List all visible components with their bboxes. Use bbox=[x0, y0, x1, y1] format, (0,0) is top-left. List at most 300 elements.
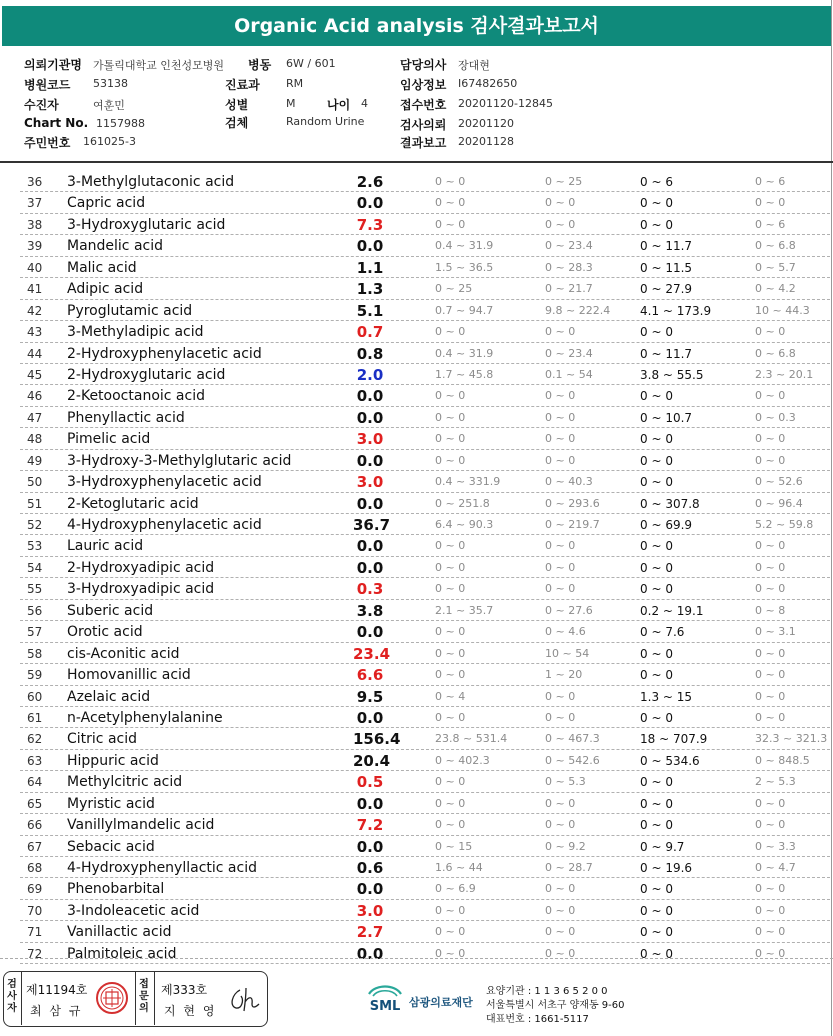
reference-range-4: 0 ~ 4.7 bbox=[755, 861, 796, 874]
reference-range-1: 0 ~ 0 bbox=[435, 453, 466, 467]
reference-range-2: 0 ~ 219.7 bbox=[545, 518, 600, 531]
reference-range-4: 0 ~ 6 bbox=[755, 217, 786, 231]
analyte-name: cis-Aconitic acid bbox=[67, 645, 180, 662]
code-label: 병원코드 bbox=[24, 78, 71, 92]
reference-range-4: 0 ~ 6.8 bbox=[755, 346, 796, 360]
result-value: 7.3 bbox=[356, 215, 384, 234]
seal-icon bbox=[95, 981, 129, 1015]
analyte-name: Phenobarbital bbox=[67, 881, 165, 898]
row-number: 63 bbox=[27, 753, 43, 768]
analyte-name: Mandelic acid bbox=[67, 238, 164, 255]
analyte-name: Myristic acid bbox=[67, 795, 155, 812]
table-row bbox=[20, 750, 830, 771]
reference-range-3: 18 ~ 707.9 bbox=[640, 732, 708, 747]
reference-range-1: 0 ~ 0 bbox=[435, 646, 466, 660]
table-row bbox=[20, 857, 830, 878]
reference-range-4: 0 ~ 0 bbox=[755, 196, 786, 210]
row-number: 43 bbox=[27, 325, 43, 340]
reference-range-4: 5.2 ~ 59.8 bbox=[755, 518, 814, 531]
reference-range-4: 0 ~ 0 bbox=[755, 818, 786, 832]
result-value: 0.8 bbox=[356, 344, 384, 363]
reference-range-1: 0 ~ 0 bbox=[435, 668, 466, 682]
reference-range-1: 0 ~ 15 bbox=[435, 839, 473, 853]
reference-range-2: 0 ~ 4.6 bbox=[545, 625, 586, 639]
reference-range-4: 0 ~ 3.3 bbox=[755, 839, 796, 853]
table-row bbox=[20, 771, 830, 792]
reference-range-4: 10 ~ 44.3 bbox=[755, 303, 810, 317]
reference-range-3: 0 ~ 0 bbox=[640, 646, 673, 661]
reference-range-3: 0 ~ 307.8 bbox=[640, 496, 700, 511]
reference-range-4: 2.3 ~ 20.1 bbox=[755, 367, 814, 381]
reference-range-4: 0 ~ 0 bbox=[755, 560, 786, 574]
analyte-name: 2-Hydroxyphenylacetic acid bbox=[67, 345, 262, 362]
reference-range-3: 0 ~ 10.7 bbox=[640, 410, 693, 425]
reference-range-3: 0 ~ 6 bbox=[640, 175, 673, 189]
row-number: 62 bbox=[27, 732, 43, 747]
row-number: 41 bbox=[27, 282, 43, 297]
table-row bbox=[20, 321, 830, 342]
reference-range-3: 3.8 ~ 55.5 bbox=[640, 367, 704, 382]
analyte-name: Suberic acid bbox=[67, 602, 154, 619]
reference-range-1: 0 ~ 0 bbox=[435, 625, 466, 639]
receipt-label: 접수번호 bbox=[400, 98, 447, 112]
analyte-name: Citric acid bbox=[67, 731, 137, 748]
reference-range-1: 6.4 ~ 90.3 bbox=[435, 518, 494, 531]
reference-range-1: 0.7 ~ 94.7 bbox=[435, 303, 494, 317]
reference-range-4: 0 ~ 0 bbox=[755, 710, 786, 724]
result-value: 0.6 bbox=[356, 859, 384, 877]
row-number: 66 bbox=[27, 818, 43, 833]
reference-range-3: 0 ~ 0 bbox=[640, 560, 673, 575]
result-value: 3.0 bbox=[356, 473, 384, 492]
logo-abbr: SML bbox=[369, 999, 401, 1014]
table-row bbox=[20, 535, 830, 556]
table-row bbox=[20, 793, 830, 814]
reference-range-4: 0 ~ 0 bbox=[755, 946, 786, 960]
reference-range-1: 0 ~ 251.8 bbox=[435, 496, 490, 510]
inspector-number: 제11194호 bbox=[26, 983, 88, 997]
ward-value: 6W / 601 bbox=[286, 57, 336, 70]
approver-name: 지 현 영 bbox=[164, 1004, 217, 1018]
reference-range-3: 0 ~ 0 bbox=[640, 946, 673, 961]
result-value: 0.0 bbox=[356, 194, 384, 213]
reference-range-4: 0 ~ 0 bbox=[755, 882, 786, 896]
table-row bbox=[20, 557, 830, 578]
clinical-label: 임상정보 bbox=[400, 78, 447, 92]
row-number: 68 bbox=[27, 861, 43, 875]
analyte-name: n-Acetylphenylalanine bbox=[67, 709, 223, 726]
analyte-name: Vanillactic acid bbox=[67, 924, 172, 941]
specimen-value: Random Urine bbox=[286, 115, 365, 128]
reference-range-3: 0 ~ 11.5 bbox=[640, 260, 693, 275]
reference-range-2: 0 ~ 0 bbox=[545, 710, 576, 724]
reference-range-4: 0 ~ 0 bbox=[755, 389, 786, 403]
chart-value: 1157988 bbox=[96, 117, 145, 130]
reference-range-1: 0 ~ 402.3 bbox=[435, 753, 490, 767]
results-table bbox=[20, 171, 830, 964]
reference-range-1: 0 ~ 0 bbox=[435, 925, 466, 939]
reference-range-1: 1.7 ~ 45.8 bbox=[435, 367, 494, 381]
reference-range-2: 0 ~ 0 bbox=[545, 818, 576, 832]
hospital-value: 가톨릭대학교 인천성모병원 bbox=[93, 59, 225, 72]
result-value: 0.5 bbox=[356, 773, 384, 792]
reference-range-1: 0 ~ 0 bbox=[435, 818, 466, 832]
table-row bbox=[20, 300, 830, 321]
reference-range-1: 2.1 ~ 35.7 bbox=[435, 603, 494, 617]
row-number: 64 bbox=[27, 775, 43, 790]
analyte-name: Adipic acid bbox=[67, 281, 144, 298]
row-number: 42 bbox=[27, 303, 43, 318]
result-value: 7.2 bbox=[356, 816, 384, 835]
result-value: 2.0 bbox=[356, 365, 384, 384]
reference-range-3: 0 ~ 0 bbox=[640, 217, 673, 232]
result-value: 0.7 bbox=[356, 323, 384, 342]
address: 서울특별시 서초구 양재동 9-60 bbox=[486, 1000, 625, 1011]
reference-range-3: 4.1 ~ 173.9 bbox=[640, 303, 712, 318]
signature-box bbox=[3, 971, 268, 1027]
reference-range-1: 23.8 ~ 531.4 bbox=[435, 732, 508, 746]
receipt-value: 20201120-12845 bbox=[458, 97, 553, 110]
row-number: 55 bbox=[27, 582, 43, 597]
row-number: 49 bbox=[27, 453, 43, 468]
reference-range-3: 0 ~ 11.7 bbox=[640, 239, 693, 254]
reference-range-1: 0 ~ 4 bbox=[435, 689, 466, 703]
analyte-name: Sebacic acid bbox=[67, 838, 155, 855]
table-row bbox=[20, 235, 830, 256]
result-value: 0.0 bbox=[356, 494, 384, 513]
reference-range-3: 0 ~ 0 bbox=[640, 796, 673, 811]
request-value: 20201120 bbox=[458, 117, 514, 130]
reference-range-2: 0 ~ 0 bbox=[545, 882, 576, 896]
row-number: 46 bbox=[27, 389, 43, 404]
result-value: 0.0 bbox=[356, 387, 384, 406]
result-value: 1.3 bbox=[356, 280, 384, 299]
row-number: 71 bbox=[27, 925, 43, 940]
chart-label: Chart No. bbox=[24, 116, 89, 130]
table-row bbox=[20, 450, 830, 471]
reference-range-4: 0 ~ 0 bbox=[755, 796, 786, 810]
reference-range-2: 1 ~ 20 bbox=[545, 668, 583, 682]
reference-range-3: 0 ~ 7.6 bbox=[640, 625, 685, 640]
analyte-name: Azelaic acid bbox=[67, 688, 151, 705]
reference-range-1: 0.4 ~ 331.9 bbox=[435, 475, 501, 489]
reference-range-1: 0 ~ 0 bbox=[435, 217, 466, 231]
analyte-name: 3-Methyladipic acid bbox=[67, 324, 204, 341]
result-value: 0.0 bbox=[356, 623, 384, 642]
report-title: Organic Acid analysis 검사결과보고서 bbox=[2, 6, 831, 46]
reference-range-3: 0 ~ 0 bbox=[640, 582, 673, 597]
reference-range-2: 0 ~ 0 bbox=[545, 560, 576, 574]
table-row bbox=[20, 493, 830, 514]
result-value: 9.5 bbox=[356, 687, 384, 706]
reference-range-1: 0 ~ 0 bbox=[435, 410, 466, 424]
reference-range-4: 0 ~ 6.8 bbox=[755, 239, 796, 253]
row-number: 52 bbox=[27, 518, 43, 532]
reference-range-4: 0 ~ 8 bbox=[755, 603, 786, 617]
row-number: 65 bbox=[27, 796, 43, 811]
result-value: 0.3 bbox=[356, 580, 384, 599]
reference-range-2: 0 ~ 542.6 bbox=[545, 753, 600, 767]
patient-value: 여훈민 bbox=[93, 99, 125, 112]
reference-range-2: 0 ~ 23.4 bbox=[545, 239, 593, 253]
patient-label: 수진자 bbox=[24, 98, 59, 112]
row-number: 44 bbox=[27, 346, 43, 361]
analyte-name: Vanillylmandelic acid bbox=[67, 817, 215, 834]
reference-range-1: 0 ~ 0 bbox=[435, 325, 466, 339]
result-value: 0.0 bbox=[356, 537, 384, 556]
table-row bbox=[20, 214, 830, 235]
table-row bbox=[20, 600, 830, 621]
reference-range-1: 0 ~ 0 bbox=[435, 389, 466, 403]
reference-range-1: 0.4 ~ 31.9 bbox=[435, 346, 494, 360]
sml-logo-icon bbox=[365, 978, 405, 1020]
reference-range-2: 10 ~ 54 bbox=[545, 646, 590, 660]
analyte-name: 3-Methylglutaconic acid bbox=[67, 174, 235, 190]
age-label: 나이 bbox=[327, 98, 351, 112]
reference-range-1: 0 ~ 0 bbox=[435, 432, 466, 446]
code-value: 53138 bbox=[93, 77, 128, 90]
row-number: 38 bbox=[27, 217, 43, 232]
reference-range-4: 0 ~ 3.1 bbox=[755, 625, 796, 639]
analyte-name: Methylcitric acid bbox=[67, 774, 183, 791]
reference-range-3: 0.2 ~ 19.1 bbox=[640, 603, 704, 618]
reference-range-4: 0 ~ 0 bbox=[755, 903, 786, 917]
reference-range-1: 0 ~ 25 bbox=[435, 282, 473, 296]
reference-range-1: 0 ~ 0 bbox=[435, 903, 466, 917]
request-label: 검사의뢰 bbox=[400, 118, 447, 132]
reference-range-4: 0 ~ 5.7 bbox=[755, 260, 796, 274]
reference-range-2: 9.8 ~ 222.4 bbox=[545, 303, 611, 317]
analyte-name: 3-Hydroxy-3-Methylglutaric acid bbox=[67, 452, 292, 469]
hospital-label: 의뢰기관명 bbox=[24, 58, 82, 72]
table-row bbox=[20, 728, 830, 749]
analyte-name: Palmitoleic acid bbox=[67, 945, 177, 962]
signature-separator bbox=[21, 972, 22, 1025]
reference-range-2: 0 ~ 40.3 bbox=[545, 475, 593, 489]
reference-range-2: 0 ~ 0 bbox=[545, 903, 576, 917]
row-number: 39 bbox=[27, 239, 43, 254]
reference-range-3: 0 ~ 0 bbox=[640, 710, 673, 725]
reference-range-3: 0 ~ 0 bbox=[640, 475, 673, 490]
table-row bbox=[20, 428, 830, 449]
reference-range-3: 0 ~ 0 bbox=[640, 196, 673, 211]
table-row bbox=[20, 407, 830, 428]
table-row bbox=[20, 385, 830, 406]
analyte-name: 3-Hydroxyphenylacetic acid bbox=[67, 474, 262, 491]
table-row bbox=[20, 621, 830, 642]
age-value: 4 bbox=[361, 97, 368, 110]
row-number: 59 bbox=[27, 668, 43, 683]
result-value: 0.0 bbox=[356, 944, 384, 963]
row-number: 70 bbox=[27, 903, 43, 918]
analyte-name: 3-Hydroxyglutaric acid bbox=[67, 216, 226, 233]
reference-range-1: 1.6 ~ 44 bbox=[435, 861, 483, 874]
row-number: 69 bbox=[27, 882, 43, 897]
reference-range-4: 0 ~ 4.2 bbox=[755, 282, 796, 296]
row-number: 57 bbox=[27, 625, 43, 640]
row-number: 40 bbox=[27, 260, 43, 275]
reference-range-4: 0 ~ 0 bbox=[755, 689, 786, 703]
id-label: 주민번호 bbox=[24, 136, 71, 150]
table-row bbox=[20, 707, 830, 728]
row-number: 53 bbox=[27, 539, 43, 554]
table-row bbox=[20, 171, 830, 192]
row-number: 50 bbox=[27, 475, 43, 490]
reference-range-1: 0 ~ 0 bbox=[435, 796, 466, 810]
id-value: 161025-3 bbox=[83, 135, 136, 148]
reference-range-1: 1.5 ~ 36.5 bbox=[435, 260, 494, 274]
sex-value: M bbox=[286, 97, 296, 110]
reference-range-2: 0 ~ 0 bbox=[545, 453, 576, 467]
row-number: 72 bbox=[27, 946, 43, 961]
analyte-name: 2-Ketooctanoic acid bbox=[67, 388, 205, 405]
reference-range-1: 0 ~ 0 bbox=[435, 710, 466, 724]
reference-range-2: 0 ~ 0 bbox=[545, 389, 576, 403]
table-row bbox=[20, 278, 830, 299]
result-value: 156.4 bbox=[353, 730, 401, 749]
row-number: 67 bbox=[27, 839, 43, 854]
result-value: 5.1 bbox=[356, 301, 384, 320]
result-value: 1.1 bbox=[356, 258, 384, 277]
reference-range-1: 0 ~ 0 bbox=[435, 775, 466, 789]
reference-range-2: 0 ~ 5.3 bbox=[545, 775, 586, 789]
reference-range-4: 32.3 ~ 321.3 bbox=[755, 732, 828, 746]
table-row bbox=[20, 686, 830, 707]
result-value: 0.0 bbox=[356, 408, 384, 427]
reference-range-2: 0.1 ~ 54 bbox=[545, 367, 593, 381]
reference-range-2: 0 ~ 0 bbox=[545, 946, 576, 960]
table-row bbox=[20, 192, 830, 213]
reference-range-1: 0 ~ 0 bbox=[435, 582, 466, 596]
reference-range-1: 0 ~ 0 bbox=[435, 196, 466, 210]
table-row bbox=[20, 814, 830, 835]
reference-range-3: 0 ~ 19.6 bbox=[640, 861, 693, 875]
result-value: 3.0 bbox=[356, 901, 384, 920]
row-number: 45 bbox=[27, 367, 43, 382]
reference-range-1: 0 ~ 0 bbox=[435, 560, 466, 574]
reference-range-3: 0 ~ 0 bbox=[640, 453, 673, 468]
reference-range-3: 0 ~ 0 bbox=[640, 432, 673, 447]
result-value: 23.4 bbox=[353, 644, 391, 663]
row-number: 61 bbox=[27, 710, 43, 725]
phone: 대표번호 : 1661-5117 bbox=[486, 1014, 589, 1025]
reference-range-3: 0 ~ 11.7 bbox=[640, 346, 693, 361]
reference-range-3: 0 ~ 27.9 bbox=[640, 282, 693, 297]
result-value: 3.0 bbox=[356, 430, 384, 449]
signature-separator bbox=[135, 972, 136, 1025]
reference-range-4: 0 ~ 6 bbox=[755, 175, 786, 188]
table-row bbox=[20, 343, 830, 364]
reference-range-4: 0 ~ 0 bbox=[755, 453, 786, 467]
result-value: 6.6 bbox=[356, 666, 384, 685]
reference-range-4: 0 ~ 96.4 bbox=[755, 496, 803, 510]
doctor-value: 장대현 bbox=[458, 59, 490, 72]
reference-range-4: 0 ~ 0 bbox=[755, 925, 786, 939]
table-row bbox=[20, 878, 830, 899]
analyte-name: 3-Indoleacetic acid bbox=[67, 902, 200, 919]
patient-info-block bbox=[0, 52, 833, 160]
analyte-name: 4-Hydroxyphenyllactic acid bbox=[67, 860, 257, 876]
ward-label: 병동 bbox=[248, 58, 272, 72]
reference-range-3: 0 ~ 0 bbox=[640, 818, 673, 833]
reference-range-1: 0.4 ~ 31.9 bbox=[435, 239, 494, 253]
reference-range-2: 0 ~ 0 bbox=[545, 432, 576, 446]
reference-range-4: 0 ~ 0 bbox=[755, 539, 786, 553]
table-row bbox=[20, 578, 830, 599]
reference-range-1: 0 ~ 6.9 bbox=[435, 882, 476, 896]
analyte-name: Phenyllactic acid bbox=[67, 409, 185, 426]
result-value: 36.7 bbox=[353, 516, 391, 534]
reference-range-3: 0 ~ 69.9 bbox=[640, 518, 693, 532]
doctor-label: 담당의사 bbox=[400, 58, 447, 72]
signature-separator bbox=[154, 972, 155, 1025]
reference-range-2: 0 ~ 21.7 bbox=[545, 282, 593, 296]
dept-value: RM bbox=[286, 77, 304, 90]
table-row bbox=[20, 664, 830, 685]
reference-range-2: 0 ~ 467.3 bbox=[545, 732, 600, 746]
reference-range-2: 0 ~ 9.2 bbox=[545, 839, 586, 853]
reference-range-2: 0 ~ 293.6 bbox=[545, 496, 600, 510]
analyte-name: Homovanillic acid bbox=[67, 667, 191, 684]
reference-range-3: 0 ~ 0 bbox=[640, 775, 673, 790]
analyte-name: Pimelic acid bbox=[67, 431, 151, 448]
result-value: 0.0 bbox=[356, 880, 384, 899]
reference-range-4: 0 ~ 0 bbox=[755, 582, 786, 596]
reference-range-4: 0 ~ 0 bbox=[755, 325, 786, 339]
reference-range-2: 0 ~ 0 bbox=[545, 582, 576, 596]
result-value: 3.8 bbox=[356, 601, 384, 620]
result-value: 2.7 bbox=[356, 923, 384, 942]
row-number: 36 bbox=[27, 175, 43, 189]
reference-range-3: 0 ~ 0 bbox=[640, 903, 673, 918]
row-number: 54 bbox=[27, 560, 43, 575]
analyte-name: Pyroglutamic acid bbox=[67, 302, 193, 319]
analyte-name: Capric acid bbox=[67, 195, 146, 212]
header-divider bbox=[0, 161, 833, 163]
row-number: 56 bbox=[27, 603, 43, 618]
reference-range-2: 0 ~ 25 bbox=[545, 175, 583, 188]
table-row bbox=[20, 643, 830, 664]
reference-range-4: 0 ~ 0.3 bbox=[755, 410, 796, 424]
reference-range-2: 0 ~ 0 bbox=[545, 410, 576, 424]
result-value: 20.4 bbox=[353, 751, 391, 770]
inspector-name: 최 삼 규 bbox=[30, 1004, 83, 1018]
report-label: 결과보고 bbox=[400, 136, 447, 150]
reference-range-4: 0 ~ 0 bbox=[755, 646, 786, 660]
reference-range-2: 0 ~ 0 bbox=[545, 689, 576, 703]
result-value: 0.0 bbox=[356, 837, 384, 856]
reference-range-3: 0 ~ 0 bbox=[640, 668, 673, 683]
result-value: 0.0 bbox=[356, 451, 384, 470]
result-value: 0.0 bbox=[356, 708, 384, 727]
row-number: 60 bbox=[27, 689, 43, 704]
reference-range-2: 0 ~ 0 bbox=[545, 925, 576, 939]
table-row bbox=[20, 257, 830, 278]
result-value: 0.0 bbox=[356, 794, 384, 813]
table-row bbox=[20, 921, 830, 942]
reference-range-4: 2 ~ 5.3 bbox=[755, 775, 796, 789]
approver-number: 제333호 bbox=[161, 983, 208, 997]
result-value: 0.0 bbox=[356, 558, 384, 577]
analyte-name: Orotic acid bbox=[67, 624, 143, 641]
signature-icon bbox=[226, 984, 264, 1014]
row-number: 37 bbox=[27, 196, 43, 211]
reference-range-3: 0 ~ 534.6 bbox=[640, 753, 700, 768]
analyte-name: 2-Hydroxyglutaric acid bbox=[67, 366, 226, 383]
reference-range-3: 0 ~ 0 bbox=[640, 539, 673, 554]
table-row bbox=[20, 364, 830, 385]
reference-range-2: 0 ~ 28.7 bbox=[545, 861, 593, 874]
